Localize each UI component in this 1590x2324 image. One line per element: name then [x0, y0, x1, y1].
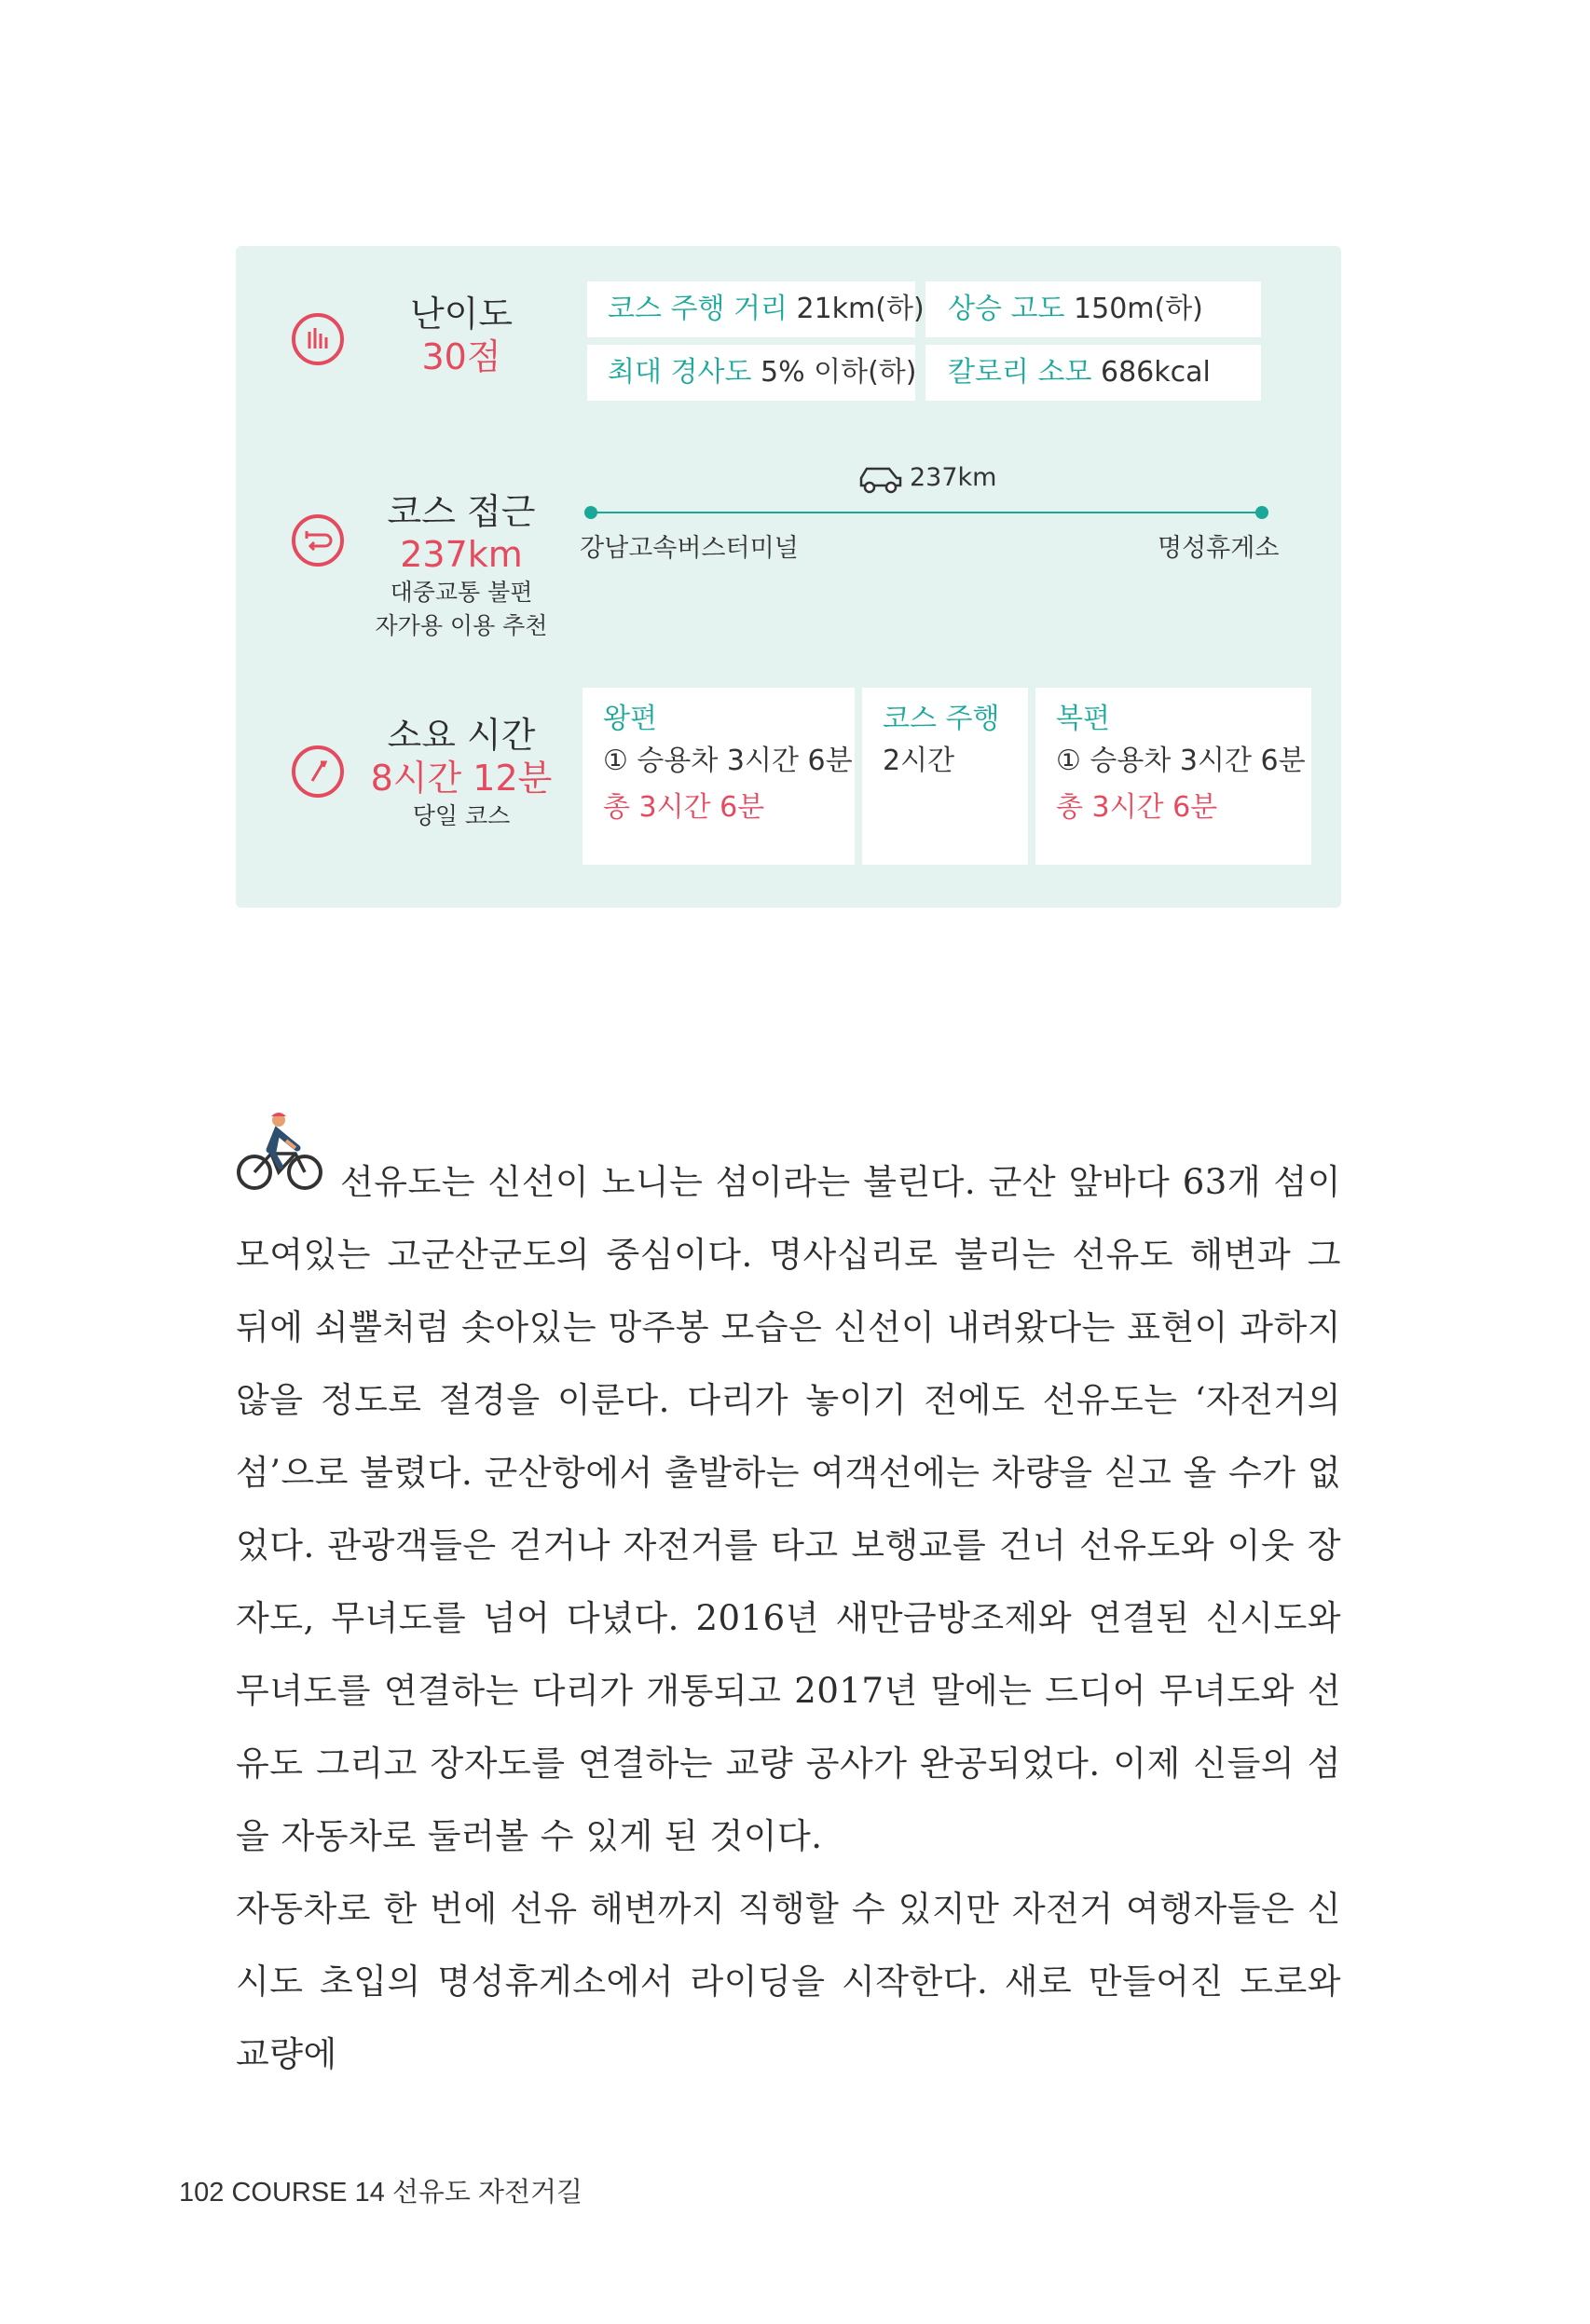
access-sub1: 대중교통 불편 — [390, 579, 533, 606]
time-col-return — [1035, 688, 1311, 865]
difficulty-item: 최대 경사도 5% 이하(하) — [608, 356, 917, 389]
time-col-head: 왕편 — [603, 703, 657, 735]
route-end: 명성휴게소 — [1158, 534, 1280, 563]
access-value: 237km — [400, 534, 523, 575]
difficulty-item: 칼로리 소모 686kcal — [948, 356, 1211, 389]
access-label — [354, 490, 569, 643]
time-label — [354, 714, 569, 833]
difficulty-box — [925, 345, 1261, 401]
time-col-course — [862, 688, 1028, 865]
time-col-line: 2시간 — [883, 745, 955, 777]
time-col-head: 코스 주행 — [883, 703, 1000, 735]
route-line — [590, 512, 1261, 513]
body-paragraph-2: 자동차로 한 번에 선유 해변까지 직행할 수 있지만 자전거 여행자들은 신시도 초입의 명성휴게소에서 라이딩을 시작한다. 새로 만들어진 도로와 교량에 — [236, 1889, 1341, 2074]
access-distance: 237km — [910, 463, 997, 492]
time-value: 8시간 12분 — [370, 758, 553, 799]
access-sub2: 자가용 이용 추천 — [375, 612, 548, 639]
page-footer: 102 COURSE 14 선유도 자전거길 — [179, 2178, 583, 2208]
route-end-dot — [1255, 506, 1268, 519]
route-start-dot — [584, 506, 597, 519]
route-start: 강남고속버스터미널 — [580, 534, 799, 563]
body-text — [236, 1146, 1341, 2091]
access-title: 코스 접근 — [387, 491, 536, 532]
difficulty-item: 코스 주행 거리 21km(하) — [608, 293, 925, 325]
time-col-outbound — [583, 688, 855, 865]
difficulty-box — [587, 281, 925, 337]
route-icon — [292, 514, 344, 567]
difficulty-title: 난이도 — [409, 294, 514, 335]
time-col-line: ① 승용차 3시간 6분 — [603, 745, 853, 777]
difficulty-box — [587, 345, 915, 401]
difficulty-label — [368, 293, 555, 378]
car-icon — [857, 461, 904, 499]
difficulty-value: 30점 — [421, 336, 501, 377]
time-sub: 당일 코스 — [412, 802, 511, 829]
time-col-line: ① 승용차 3시간 6분 — [1056, 745, 1306, 777]
difficulty-item: 상승 고도 150m(하) — [948, 293, 1203, 325]
chart-bars-icon — [292, 313, 344, 365]
difficulty-box — [925, 281, 1261, 337]
time-col-total: 총 3시간 6분 — [1056, 791, 1218, 824]
body-paragraph-1: 선유도는 신선이 노니는 섬이라는 불린다. 군산 앞바다 63개 섬이 모여있는 고군산군도의 중심이다. 명사십리로 불리는 선유도 해변과 그 뒤에 쇠뿔처럼 솟아있는 망주봉 모습은 신선이 내려왔다는 표현이 과하지 않을 정도로 절경을 이룬다. 다리가 놓이기 전에도 선유도는 ‘자전거의 섬’으로 불렸다. 군산항에서 출발하는 여객선에는 차량을 싣고 올 수가 없었다. 관광객들은 걷거나 자전거를 타고 보행교를 건너 선유도와 이웃 장자도, 무녀도를 넘어 다녔다. 2016년 새만금방조제와 연결된 신시도와 무녀도를 연결하는 다리가 개통되고 2017년 말에는 드디어 무녀도와 선유도 그리고 장자도를 연결하는 교량 공사가 완공되었다. 이제 신들의 섬을 자동차로 둘러볼 수 있게 된 것이다. — [236, 1162, 1341, 1856]
clock-icon — [292, 745, 344, 798]
time-col-total: 총 3시간 6분 — [603, 791, 765, 824]
time-col-head: 복편 — [1056, 703, 1110, 735]
time-title: 소요 시간 — [387, 715, 536, 756]
